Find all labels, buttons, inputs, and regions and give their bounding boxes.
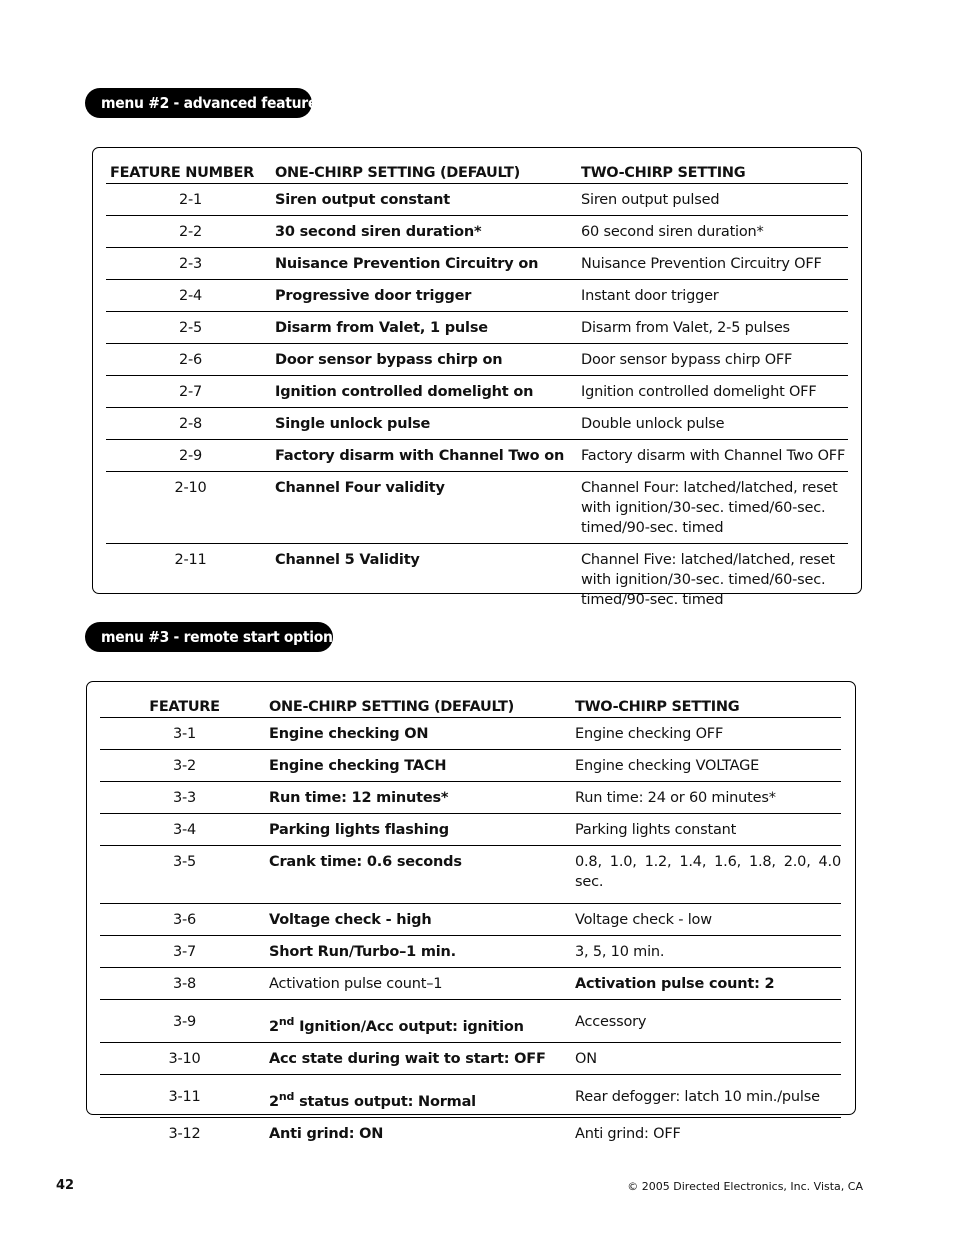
two-chirp-setting: Activation pulse count: 2 (575, 968, 841, 1000)
feature-number: 2-9 (106, 440, 275, 472)
two-chirp-setting: Voltage check - low (575, 904, 841, 936)
feature-number: 3-12 (168, 1125, 201, 1142)
one-chirp-setting: Activation pulse count–1 (269, 968, 575, 1000)
table-row (106, 312, 848, 344)
one-chirp-setting: Disarm from Valet, 1 pulse (275, 312, 581, 344)
feature-number: 3-10 (100, 1042, 269, 1074)
one-chirp-setting: Anti grind: ON (269, 1125, 384, 1142)
ordinal-number: 2 (269, 1093, 279, 1110)
menu3-table (100, 684, 841, 1149)
one-chirp-text: Ignition/Acc output: ignition (299, 1018, 524, 1035)
table-row (106, 248, 848, 280)
one-chirp-setting: Run time: 12 minutes* (269, 782, 575, 814)
feature-number: 2-6 (106, 344, 275, 376)
table-row (106, 440, 848, 472)
feature-number: 3-11 (100, 1074, 269, 1117)
menu2-header-row (106, 150, 848, 184)
two-chirp-setting: Engine checking VOLTAGE (575, 750, 841, 782)
one-chirp-setting: Channel 5 Validity (275, 552, 420, 568)
table-row (100, 846, 841, 904)
menu2-header-one-chirp: ONE-CHIRP SETTING (DEFAULT) (275, 150, 581, 184)
one-chirp-setting: Voltage check - high (269, 904, 575, 936)
two-chirp-setting: Ignition controlled domelight OFF (581, 376, 848, 408)
one-chirp-setting: Acc state during wait to start: OFF (269, 1042, 575, 1074)
two-chirp-setting: Accessory (575, 1000, 841, 1043)
table-row (106, 184, 848, 216)
one-chirp-setting: Crank time: 0.6 seconds (269, 846, 575, 904)
two-chirp-setting: Run time: 24 or 60 minutes* (575, 782, 841, 814)
table-row (100, 1074, 841, 1117)
feature-number: 3-6 (100, 904, 269, 936)
two-chirp-setting: Anti grind: OFF (575, 1125, 681, 1142)
two-chirp-setting: Parking lights constant (575, 814, 841, 846)
feature-number: 3-2 (100, 750, 269, 782)
feature-number: 2-10 (106, 472, 275, 544)
table-row (100, 904, 841, 936)
two-chirp-setting: Instant door trigger (581, 280, 848, 312)
table-row (106, 344, 848, 376)
feature-number: 2-8 (106, 408, 275, 440)
feature-number: 2-4 (106, 280, 275, 312)
two-chirp-setting: Channel Four: latched/latched, reset with ignition/30-sec. timed/60-sec. timed/90-sec. timed (581, 472, 848, 544)
table-row (100, 968, 841, 1000)
page-number: 42 (56, 1178, 75, 1193)
menu2-table (106, 150, 848, 615)
table-row (100, 750, 841, 782)
one-chirp-setting: Short Run/Turbo–1 min. (269, 936, 575, 968)
one-chirp-setting (269, 1074, 575, 1117)
feature-number: 3-8 (100, 968, 269, 1000)
ordinal-suffix: nd (278, 1015, 295, 1028)
two-chirp-setting: Channel Five: latched/latched, reset with ignition/30-sec. timed/60-sec. timed/90-sec. timed (581, 552, 835, 608)
two-chirp-setting: Factory disarm with Channel Two OFF (581, 440, 848, 472)
table-row (106, 376, 848, 408)
menu3-header-one-chirp: ONE-CHIRP SETTING (DEFAULT) (269, 684, 575, 718)
feature-number: 3-1 (100, 718, 269, 750)
menu2-header-two-chirp: TWO-CHIRP SETTING (581, 150, 848, 184)
two-chirp-setting: Nuisance Prevention Circuitry OFF (581, 248, 848, 280)
two-chirp-setting: 60 second siren duration* (581, 216, 848, 248)
table-row (100, 1117, 841, 1149)
menu3-title: menu #3 - remote start options (85, 622, 333, 652)
table-row (100, 718, 841, 750)
one-chirp-setting: Engine checking ON (269, 718, 575, 750)
table-row (106, 280, 848, 312)
one-chirp-setting: Nuisance Prevention Circuitry on (275, 248, 581, 280)
feature-number: 3-7 (100, 936, 269, 968)
table-row (100, 936, 841, 968)
two-chirp-setting: Engine checking OFF (575, 718, 841, 750)
one-chirp-setting: Single unlock pulse (275, 408, 581, 440)
one-chirp-setting: Door sensor bypass chirp on (275, 344, 581, 376)
two-chirp-setting: Disarm from Valet, 2-5 pulses (581, 312, 848, 344)
table-row (100, 1042, 841, 1074)
ordinal-number: 2 (269, 1018, 279, 1035)
menu3-header-row (100, 684, 841, 718)
feature-number: 3-9 (100, 1000, 269, 1043)
two-chirp-setting: Siren output pulsed (581, 184, 848, 216)
two-chirp-setting: 0.8, 1.0, 1.2, 1.4, 1.6, 1.8, 2.0, 4.0 sec. (575, 846, 841, 904)
feature-number: 2-2 (106, 216, 275, 248)
feature-number: 2-5 (106, 312, 275, 344)
menu2-header-feature: FEATURE NUMBER (106, 150, 275, 184)
feature-number: 2-3 (106, 248, 275, 280)
two-chirp-setting: Door sensor bypass chirp OFF (581, 344, 848, 376)
menu3-header-two-chirp: TWO-CHIRP SETTING (575, 684, 841, 718)
table-row (106, 408, 848, 440)
two-chirp-setting: ON (575, 1042, 841, 1074)
table-row (100, 814, 841, 846)
table-row (106, 544, 848, 616)
one-chirp-setting: Progressive door trigger (275, 280, 581, 312)
two-chirp-setting: Rear defogger: latch 10 min./pulse (575, 1074, 841, 1117)
table-row (100, 1000, 841, 1043)
one-chirp-setting: 30 second siren duration* (275, 216, 581, 248)
feature-number: 3-4 (100, 814, 269, 846)
one-chirp-setting: Siren output constant (275, 184, 581, 216)
feature-number: 2-1 (106, 184, 275, 216)
one-chirp-setting: Ignition controlled domelight on (275, 376, 581, 408)
feature-number: 3-3 (100, 782, 269, 814)
two-chirp-setting: 3, 5, 10 min. (575, 936, 841, 968)
menu3-header-feature: FEATURE (100, 684, 269, 718)
menu2-title: menu #2 - advanced features (85, 88, 312, 118)
one-chirp-setting: Engine checking TACH (269, 750, 575, 782)
feature-number: 3-5 (100, 846, 269, 904)
copyright-notice: © 2005 Directed Electronics, Inc. Vista, CA (627, 1180, 863, 1193)
one-chirp-setting: Channel Four validity (275, 472, 581, 544)
table-row (100, 782, 841, 814)
one-chirp-setting: Factory disarm with Channel Two on (275, 440, 581, 472)
table-row (106, 472, 848, 544)
one-chirp-text: status output: Normal (299, 1093, 476, 1110)
one-chirp-setting: Parking lights flashing (269, 814, 575, 846)
ordinal-suffix: nd (278, 1089, 295, 1103)
feature-number: 2-7 (106, 376, 275, 408)
one-chirp-setting (269, 1000, 575, 1043)
table-row (106, 216, 848, 248)
two-chirp-setting: Double unlock pulse (581, 408, 848, 440)
feature-number: 2-11 (174, 552, 207, 568)
